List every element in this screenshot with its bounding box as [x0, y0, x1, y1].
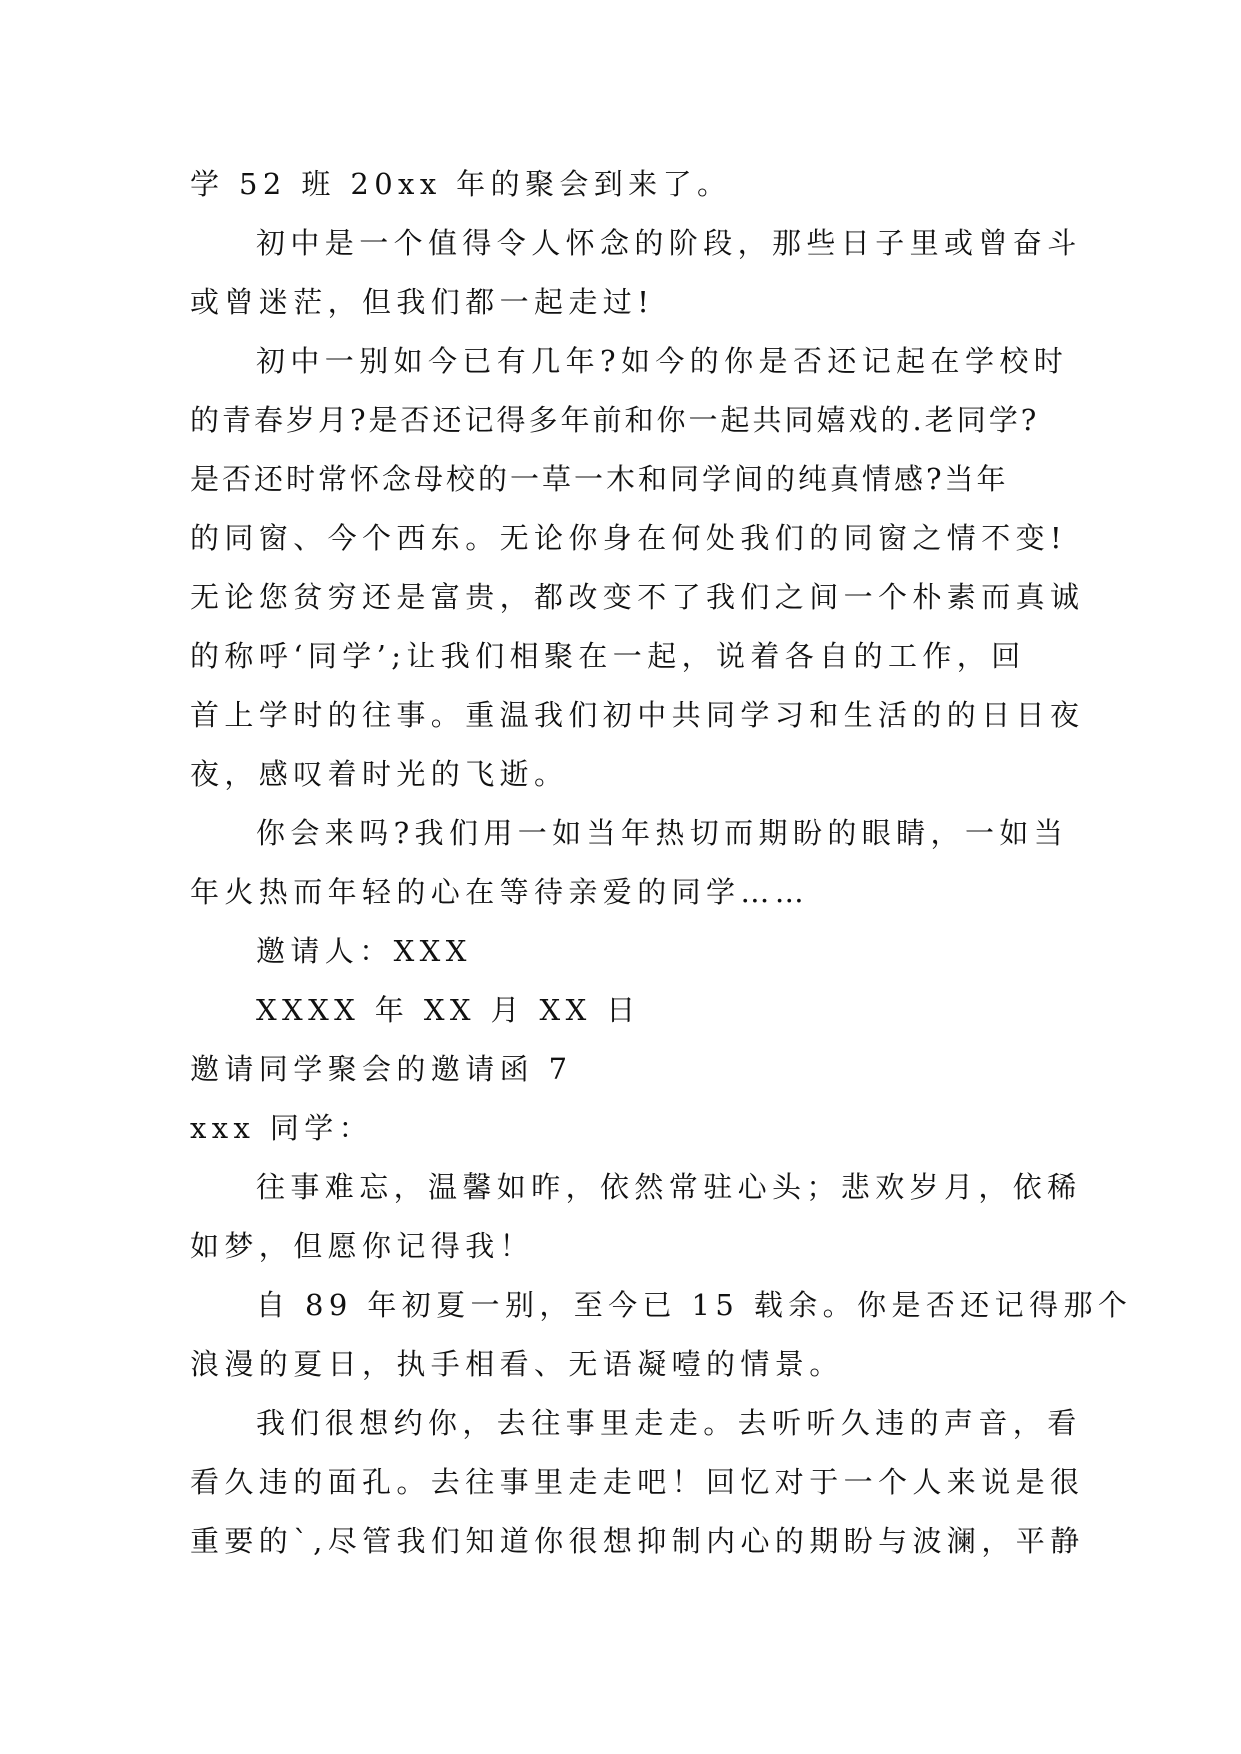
text-line: 初中一别如今已有几年?如今的你是否还记起在学校时	[256, 344, 1069, 378]
text-line: 重要的`,尽管我们知道你很想抑制内心的期盼与波澜，平静	[190, 1524, 1085, 1558]
text-line: 的称呼‘同学’;让我们相聚在一起，说着各自的工作，回	[190, 639, 1026, 673]
text-line: 你会来吗?我们用一如当年热切而期盼的眼睛，一如当	[256, 816, 1069, 850]
text-line: 往事难忘，温馨如昨，依然常驻心头；悲欢岁月，依稀	[256, 1170, 1082, 1204]
text-line: 我们很想约你，去往事里走走。去听听久违的声音，看	[256, 1406, 1082, 1440]
text-line: 年火热而年轻的心在等待亲爱的同学……	[190, 875, 810, 909]
text-line: 的同窗、今个西东。无论你身在何处我们的同窗之情不变!	[190, 521, 1068, 555]
text-line: 浪漫的夏日，执手相看、无语凝噎的情景。	[190, 1347, 844, 1381]
date-line: XXXX 年 XX 月 XX 日	[256, 993, 641, 1027]
text-line: 自 89 年初夏一别，至今已 15 载余。你是否还记得那个	[256, 1288, 1133, 1322]
document-body	[190, 155, 1133, 1571]
inviter-line: 邀请人：XXX	[256, 934, 472, 968]
text-line: 学 52 班 20xx 年的聚会到来了。	[190, 167, 732, 201]
text-line: 夜，感叹着时光的飞逝。	[190, 757, 569, 791]
text-line: 或曾迷茫，但我们都一起走过!	[190, 285, 655, 319]
text-line: 初中是一个值得令人怀念的阶段，那些日子里或曾奋斗	[256, 226, 1082, 260]
text-line: 无论您贫穷还是富贵，都改变不了我们之间一个朴素而真诚	[190, 580, 1085, 614]
text-line: 如梦，但愿你记得我！	[190, 1229, 535, 1263]
text-line: 是否还时常怀念母校的一草一木和同学间的纯真情感?当年	[190, 462, 1009, 496]
section-heading: 邀请同学聚会的邀请函 7	[190, 1052, 573, 1086]
text-line: 的青春岁月?是否还记得多年前和你一起共同嬉戏的.老同学?	[190, 403, 1040, 437]
salutation: xxx 同学：	[190, 1111, 374, 1145]
text-line: 首上学时的往事。重温我们初中共同学习和生活的的日日夜	[190, 698, 1085, 732]
text-line: 看久违的面孔。去往事里走走吧！回忆对于一个人来说是很	[190, 1465, 1085, 1499]
